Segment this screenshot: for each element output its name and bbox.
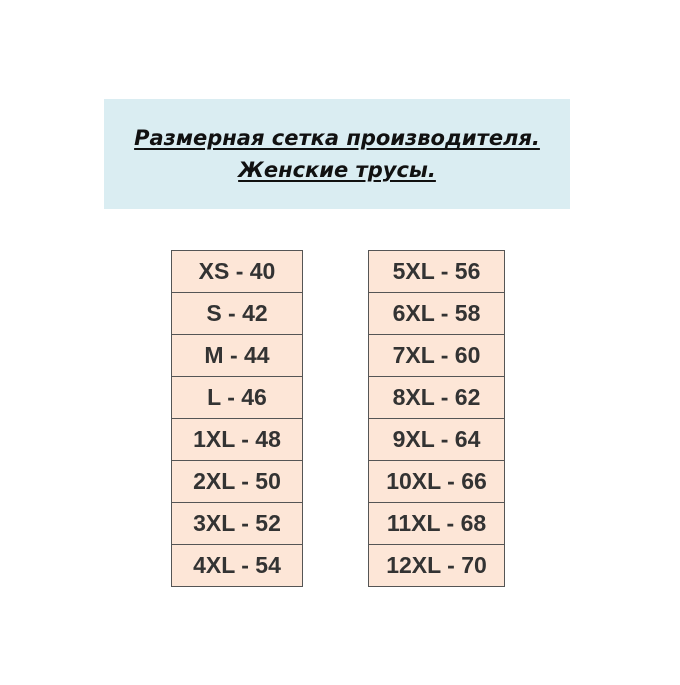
- size-cell: L - 46: [172, 377, 302, 419]
- size-cell: 8XL - 62: [369, 377, 504, 419]
- size-cell: 3XL - 52: [172, 503, 302, 545]
- size-cell: 7XL - 60: [369, 335, 504, 377]
- size-cell: 6XL - 58: [369, 293, 504, 335]
- size-chart-title-banner: [104, 99, 570, 209]
- size-column-left: [171, 250, 303, 587]
- size-cell: 1XL - 48: [172, 419, 302, 461]
- size-cell: M - 44: [172, 335, 302, 377]
- size-cell: 5XL - 56: [369, 251, 504, 293]
- size-cell: S - 42: [172, 293, 302, 335]
- size-cell: 9XL - 64: [369, 419, 504, 461]
- title-line-1: Размерная сетка производителя.: [134, 126, 540, 150]
- size-cell: 12XL - 70: [386, 552, 487, 578]
- size-cell: 10XL - 66: [369, 461, 504, 503]
- size-cell: 2XL - 50: [172, 461, 302, 503]
- size-column-right: [368, 250, 505, 587]
- size-cell: XS - 40: [172, 251, 302, 293]
- size-cell: 11XL - 68: [369, 503, 504, 545]
- size-cell: 4XL - 54: [193, 552, 281, 578]
- title-line-2: Женские трусы.: [238, 158, 436, 182]
